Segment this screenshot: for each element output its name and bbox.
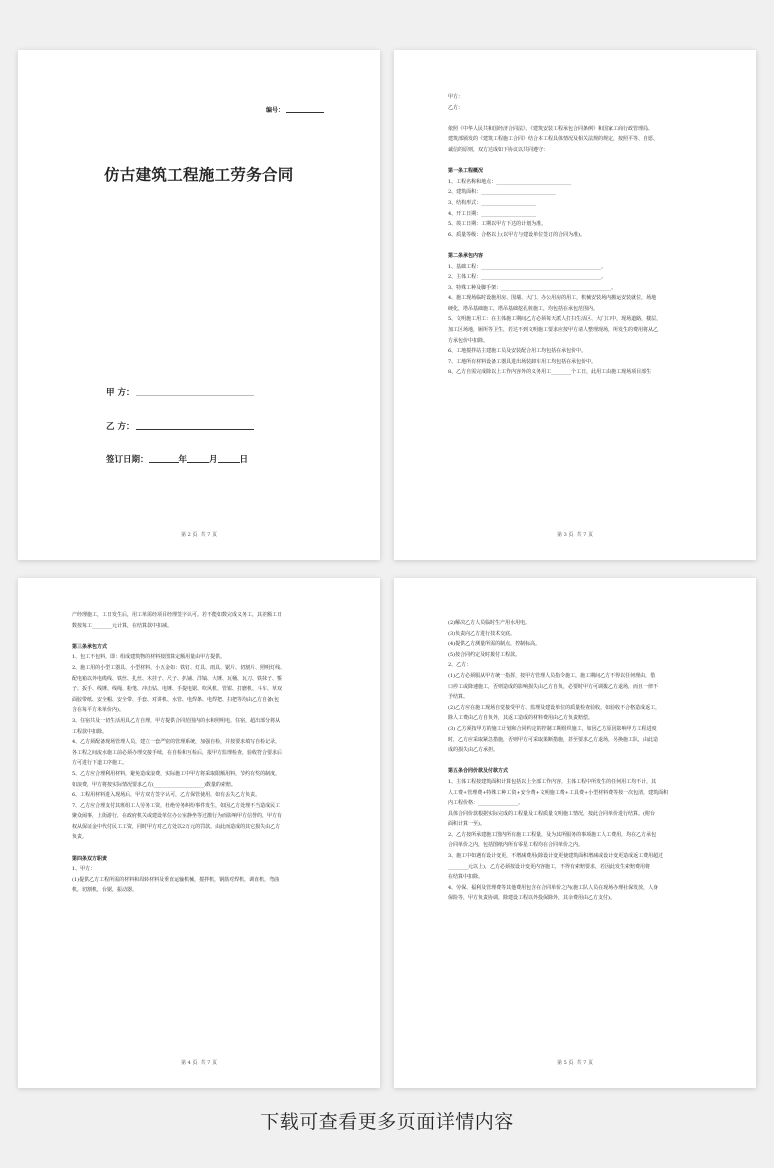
text-line: 含在每平方米单价内)。	[72, 707, 124, 714]
page-body	[448, 92, 710, 378]
text-line: 4、劳保、福利及管理费等其他费用包含在合同单价之内(施工队人员在现场办理社保发放，人身	[448, 884, 659, 891]
section-heading: 第四条双方职责	[72, 855, 108, 862]
contract-title: 仿古建筑工程施工劳务合同	[104, 165, 294, 184]
text-line: 5、竣工日期：工期以甲方下达的计划为准。	[448, 221, 547, 228]
text-line: 方承包价中扣除。	[448, 337, 489, 344]
text-line: 2、施工用的小型工器具、小型材料、小五金如：铁钉、灯具、雨具、锯片、切割片、照明灯线、	[72, 664, 286, 671]
text-line: 依照《中华人民共和国经济合同法》、《建筑安装工程承包合同条例》和国家工商行政管理局、	[448, 125, 654, 132]
text-line: 1、包工不包料，即：组成建筑物的材料按图算定额用量由甲方提供。	[72, 654, 226, 661]
section-heading: 第五条合同价款及付款方式	[448, 768, 509, 775]
text-line: 8、乙方自需完成除以上工作内容外的义务用工________个工日，此用工由施工现场项目部生	[448, 369, 652, 376]
month-blank-line	[187, 462, 209, 463]
text-line: 6、工程用材料进入现场后，甲方双方签字认可，乙方保管使用，如有丢失乙方负责。	[72, 792, 261, 799]
text-line: ________元以上)，乙方必须按设计变更内容施工，不得有索赔要求，若因此发生索赔费用将	[448, 863, 650, 870]
page-body	[448, 618, 710, 904]
text-line: 诚信的原则，双方达成如下协议以共同遵守：	[448, 146, 549, 153]
text-line: 加工区场地，厕所等卫生，若达不到文明施工要求应按甲方请人整理现场，所发生的费用将从乙	[448, 327, 659, 334]
text-line: (3) 乙方须按甲方的施工计划和合同约定的控制工期组织施工，如因乙方原因影响甲方工程进度	[448, 725, 657, 732]
document-page-2	[18, 50, 380, 560]
text-line: 1、主体工程按建筑面积计算包括以上全部工作内容，主体工程中所发生的任何用工均不计，其	[448, 778, 657, 785]
party-b-field: 乙 方：	[106, 420, 254, 432]
text-line: 合同单价之内，包括图纸内所有零星工程均在合同单价之内。	[448, 842, 584, 849]
text-line: 硬化，塔吊基础施工，塔吊基础挖孔桩施工，均包括在承包范围内。	[448, 305, 599, 312]
party-a-field: 甲 方：	[106, 386, 254, 398]
document-page-3	[394, 50, 756, 560]
text-line: 权从保证金中代付民工工资，同时甲方对乙方处以2万元的罚款，由此而造成的其它损失由乙方	[72, 823, 281, 830]
document-page-5	[394, 578, 756, 1088]
text-line: 成的损失由乙方承担。	[448, 747, 499, 754]
text-line: 具体合同价款根据实际完成的工程量及工程质量文明施工情况，按此合同单价进行结算。(附台	[448, 810, 655, 817]
text-line: 子、扳手、线锤、线绳、粉笔、冲击钻、电锤、手提电锯、吹风机、管钳、打磨机、斗车、草双	[72, 686, 283, 693]
text-line: 口停工或降速施工，否则造成的影响损失由乙方自负，必要时甲方可调拨乙方退场，而且一律不	[448, 683, 659, 690]
text-line: 3、施工中如遇有设计变更，不增减费用(除设计变更使建筑面积增减或设计变更造成返工费用超过	[448, 853, 664, 860]
text-line: 3、结构形式：______________________	[448, 199, 537, 206]
text-line: 时，乙方应采取紧急措施，否则甲方可采取果断措施，甚至要求乙方退场，另换施工队，由此造	[448, 736, 659, 743]
text-line: (1)提供乙方工程所需的材料和周转材料及垂直运输机械，搅拌机，钢筋对焊机，调直机，弯曲	[72, 876, 280, 883]
text-line: 机，切割机，台锯，振动器。	[72, 887, 138, 894]
text-line	[448, 113, 710, 124]
text-line: 产经理施工，工日发生后，用工单需经项目经理签字认可。若不能如数完成义务工，其差额工日	[72, 612, 283, 618]
text-line: 2、乙方按所承建施工图内所有施工工程量，及为其所服务的事项施工人工费用，均在乙方承包	[448, 831, 657, 838]
page-body	[72, 610, 334, 896]
text-line: 4、开工日期：______________________	[448, 210, 537, 217]
text-line: 在结算中扣除。	[448, 874, 484, 881]
text-line: 人工费+管理费+特殊工种工资+安全费+文明施工费+工具费+小型材料费等按一次包清，建筑面积	[448, 789, 669, 796]
text-line: (3)负责向乙方进行技术交底。	[448, 630, 516, 637]
text-line: 方可进行下道工序施工。	[72, 760, 128, 767]
text-line: 如浪费，甲方将按实际情况要求乙方(____________________)数量的索赔。	[72, 781, 236, 788]
text-line: 1、工程名称和地点：______________________________	[448, 178, 572, 185]
number-blank-line	[286, 112, 324, 113]
text-line: (1)乙方必须服从甲方统一指挥，按甲方管理人员指令施工，施工期间乙方不得以任何理由，借	[448, 672, 656, 679]
text-line: 负责。	[72, 834, 88, 841]
text-line: 配电箱以外电缆线、铁丝、扎丝、木挂子、尺子、扒铺、洋镐、大锤、瓦桶、瓦刀、铁抹子、錾	[72, 675, 283, 682]
text-line: 1、甲方：	[72, 866, 96, 873]
text-line: 数按每工________元计算，在结算款中扣减。	[72, 622, 173, 629]
document-page-4	[18, 578, 380, 1088]
text-line: 面胶带纸、安全帽、安全带、手套、对讲机、水管、电焊条、电焊把、扫把等均由乙方自备(包	[72, 696, 279, 703]
text-line	[72, 631, 334, 642]
text-line: 予结算。	[448, 694, 469, 701]
text-line	[448, 240, 710, 251]
text-line: 3、特殊工种及脚手架：____________________________________________。	[448, 284, 617, 291]
text-line	[72, 843, 334, 854]
text-line: 乙方：	[448, 104, 464, 111]
text-line: 聚众闹事，上街游行，在政府机关或建设单位办公室静坐等过激行为而影响甲方信誉的，甲方有	[72, 813, 283, 820]
year-blank-line	[149, 462, 179, 463]
text-line: 面积计算一至)。	[448, 821, 485, 828]
party-b-blank-line	[136, 429, 254, 430]
text-line: 各工程之间流水施工前必须办理交接手续，在自检和互检后，报甲方监理检查，验收符合要求后	[72, 749, 283, 756]
text-line: 2、乙方：	[448, 662, 472, 669]
text-line	[448, 756, 710, 767]
page-footer: 第 4 页 共 7 页	[181, 1060, 217, 1066]
text-line: 6、质量等级：合格以上(以甲方与建设单位签订的合同为准)。	[448, 231, 586, 238]
text-line: 2、主体工程：________________________________________________。	[448, 274, 607, 281]
text-line: (5)按合同约定及时拨付工程款。	[448, 651, 521, 658]
text-line: 4、施工现场临时设施用房、围墙、大门、办公用房的用工，机械安装场内搬运安装就位，场地	[448, 295, 657, 302]
text-line	[448, 156, 710, 167]
page-footer: 第 3 页 共 7 页	[557, 532, 593, 538]
text-line: 2、建筑面积：______________________________	[448, 189, 557, 196]
sign-date-field: 签订日期： 年 月 日	[106, 455, 249, 465]
text-line: (2)乙方应在施工现场自觉接受甲方、监理及建设单位的质量检查验收，如验收不合格造成返工，	[448, 704, 661, 711]
text-line: 7、工地所有材料设备工器具进出场装卸车用工均包括在承包价中。	[448, 358, 597, 365]
party-a-blank-line	[136, 395, 254, 396]
text-line: (2)解决乙方人员临时生产用水用电。	[448, 620, 531, 626]
text-line: 5、乙方应合理利用材料，避免造成浪费，实际施工中甲方将采取限额用料，节约有奖的制度，	[72, 770, 281, 777]
section-heading: 第一条工程概况	[448, 168, 484, 175]
text-line: 4、乙方须配备现场管理人员，建立一套严密的管理系统，加强自检，并按要求填写自检记录，	[72, 739, 281, 746]
page-footer: 第 5 页 共 7 页	[557, 1060, 593, 1066]
contract-number-field: 编号：	[266, 105, 324, 114]
text-line: 建筑部颁发的《建筑工程施工合同》结合本工程具体情况及相关法规的规定，按照平等、自愿、	[448, 136, 659, 143]
page-footer: 第 2 页 共 7 页	[181, 532, 217, 538]
text-line: 1、基础工程：________________________________________________。	[448, 263, 607, 270]
text-line: 5、文明施工用工：在主体施工期间乙方必须每天派人打扫生活区、大门口中，现场道路，楼层，	[448, 316, 662, 323]
text-line: (4)提供乙方测量所需的制点，控制标高。	[448, 641, 541, 648]
text-line: 6、工地搅拌站主建施工员及安装配合用工均包括在承包价中。	[448, 348, 587, 355]
text-line: 除人工费由乙方自负外，其返工造成的材料费用由乙方负责赔偿。	[448, 715, 594, 722]
text-line: 内工程价格：________________。	[448, 800, 524, 807]
download-caption: 下载可查看更多页面详情内容	[260, 1111, 514, 1133]
section-heading: 第二条承包内容	[448, 252, 484, 259]
text-line: 甲方：	[448, 94, 464, 100]
section-heading: 第三条承包方式	[72, 643, 108, 650]
day-blank-line	[218, 462, 240, 463]
text-line: 工程款中扣除。	[72, 728, 108, 735]
text-line: 7、乙方应合理支付其班组工人劳务工资，杜绝劳务纠纷事件发生，如因乙方处理不当造成民工	[72, 802, 281, 809]
text-line: 保险等，甲方负责协调，除建设工程以外投保除外，其余费用由乙方支付)。	[448, 895, 615, 902]
text-line: 3、住宿共及一切生活用具乙方自理，甲方提供合同范围内的水和照明电，住宿，超出部分将从	[72, 717, 281, 724]
